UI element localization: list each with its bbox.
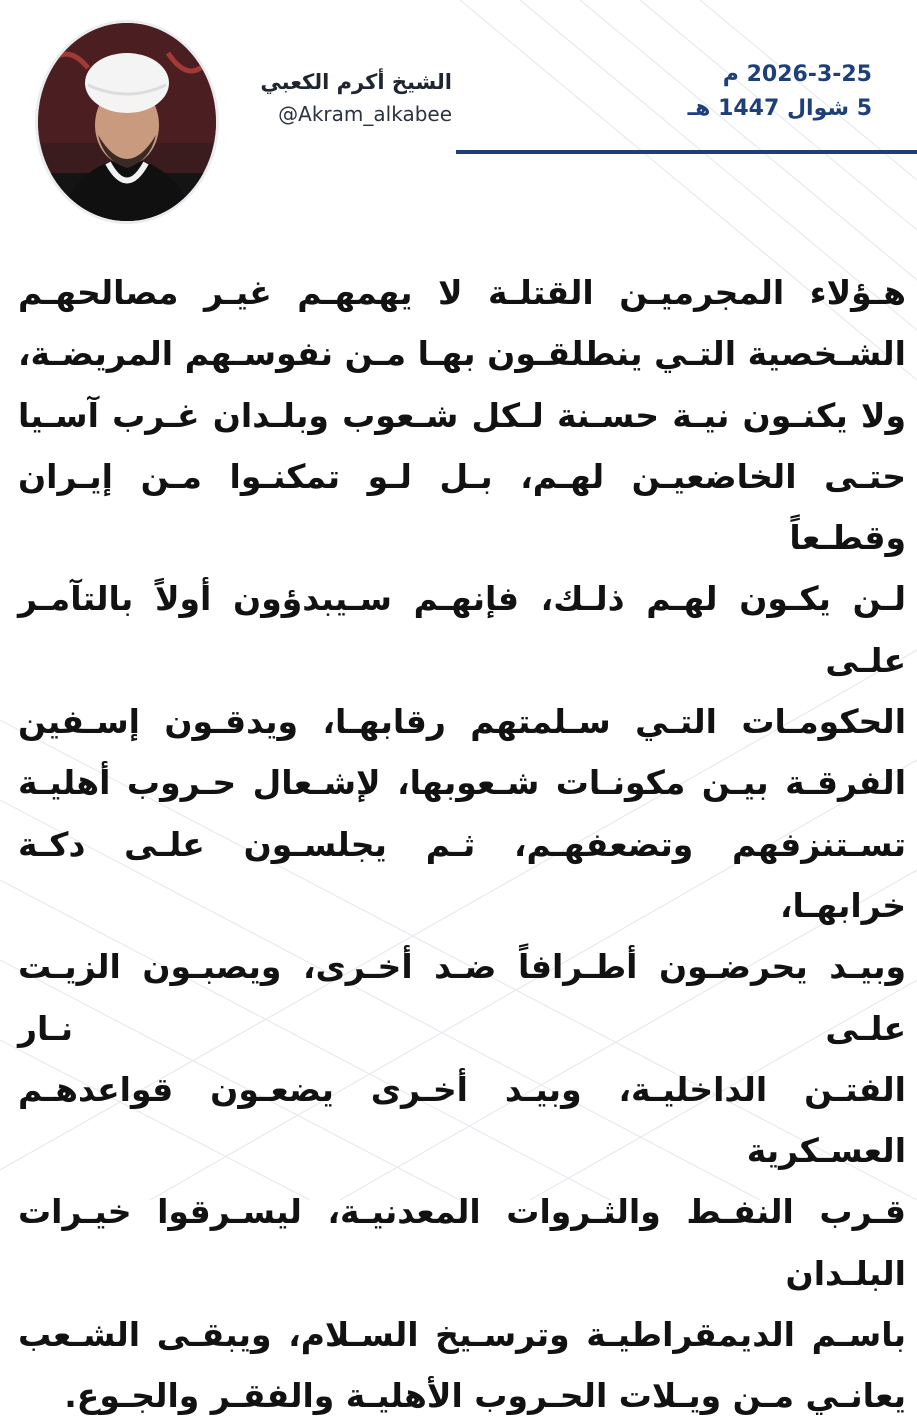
- statement-line: وبيـد يحرضـون أطـرافاً ضـد أخـرى، ويصبـون الزيـت علـى نـار: [18, 947, 906, 1048]
- author-name: الشيخ أكرم الكعبي: [260, 70, 452, 94]
- statement-line: باسـم الديمقراطيـة وترسـيخ السـلام، ويبقـى الشـعب: [18, 1315, 906, 1355]
- post-date: [640, 58, 872, 126]
- accent-divider: [456, 150, 917, 154]
- statement-line: الحكومـات التـي سـلمتهم رقابهـا، ويدقـون إسـفين: [18, 702, 906, 742]
- author-info: [232, 70, 452, 126]
- post-header: [0, 0, 917, 240]
- statement-line: تسـتنزفهم وتضعفهـم، ثـم يجلسـون علـى دكـة خرابهـا،: [18, 824, 906, 925]
- author-avatar[interactable]: [38, 23, 216, 221]
- statement-text: [18, 262, 906, 1427]
- statement-line: ولا يكنـون نيـة حسـنة لـكل شـعوب وبلـدان غـرب آسـيا: [18, 395, 906, 435]
- statement-line: لـن يكـون لهـم ذلـك، فإنهـم سـيبدؤون أولاً بالتآمـر علـى: [18, 579, 906, 680]
- author-handle[interactable]: @Akram_alkabee: [278, 102, 452, 126]
- date-gregorian: 2026-3-25 م: [722, 62, 872, 87]
- date-hijri: 5 شوال 1447 هـ: [687, 96, 872, 121]
- statement-line: الشـخصية التـي ينطلقـون بهـا مـن نفوسـهم المريضـة،: [18, 334, 906, 374]
- statement-line: حتـى الخاضعيـن لهـم، بـل لـو تمكنـوا مـن إيـران وقطـعاً: [18, 456, 906, 558]
- statement-line: هـؤلاء المجرميـن القتلـة لا يهمهـم غيـر مصالحهـم: [18, 273, 906, 312]
- statement-line: قـرب النفـط والثـروات المعدنيـة، ليسـرقوا خيـرات البلـدان: [18, 1192, 906, 1293]
- portrait-image: [38, 23, 216, 221]
- statement-line: الفتـن الداخليـة، وبيـد أخـرى يضعـون قواعدهـم العسـكرية: [18, 1069, 906, 1171]
- statement-line: الفرقـة بيـن مكونـات شـعوبها، لإشـعال حـروب أهليـة: [18, 763, 906, 803]
- statement-line: يعانـي مـن ويـلات الحـروب الأهليـة والفقـر والجـوع.: [64, 1376, 906, 1416]
